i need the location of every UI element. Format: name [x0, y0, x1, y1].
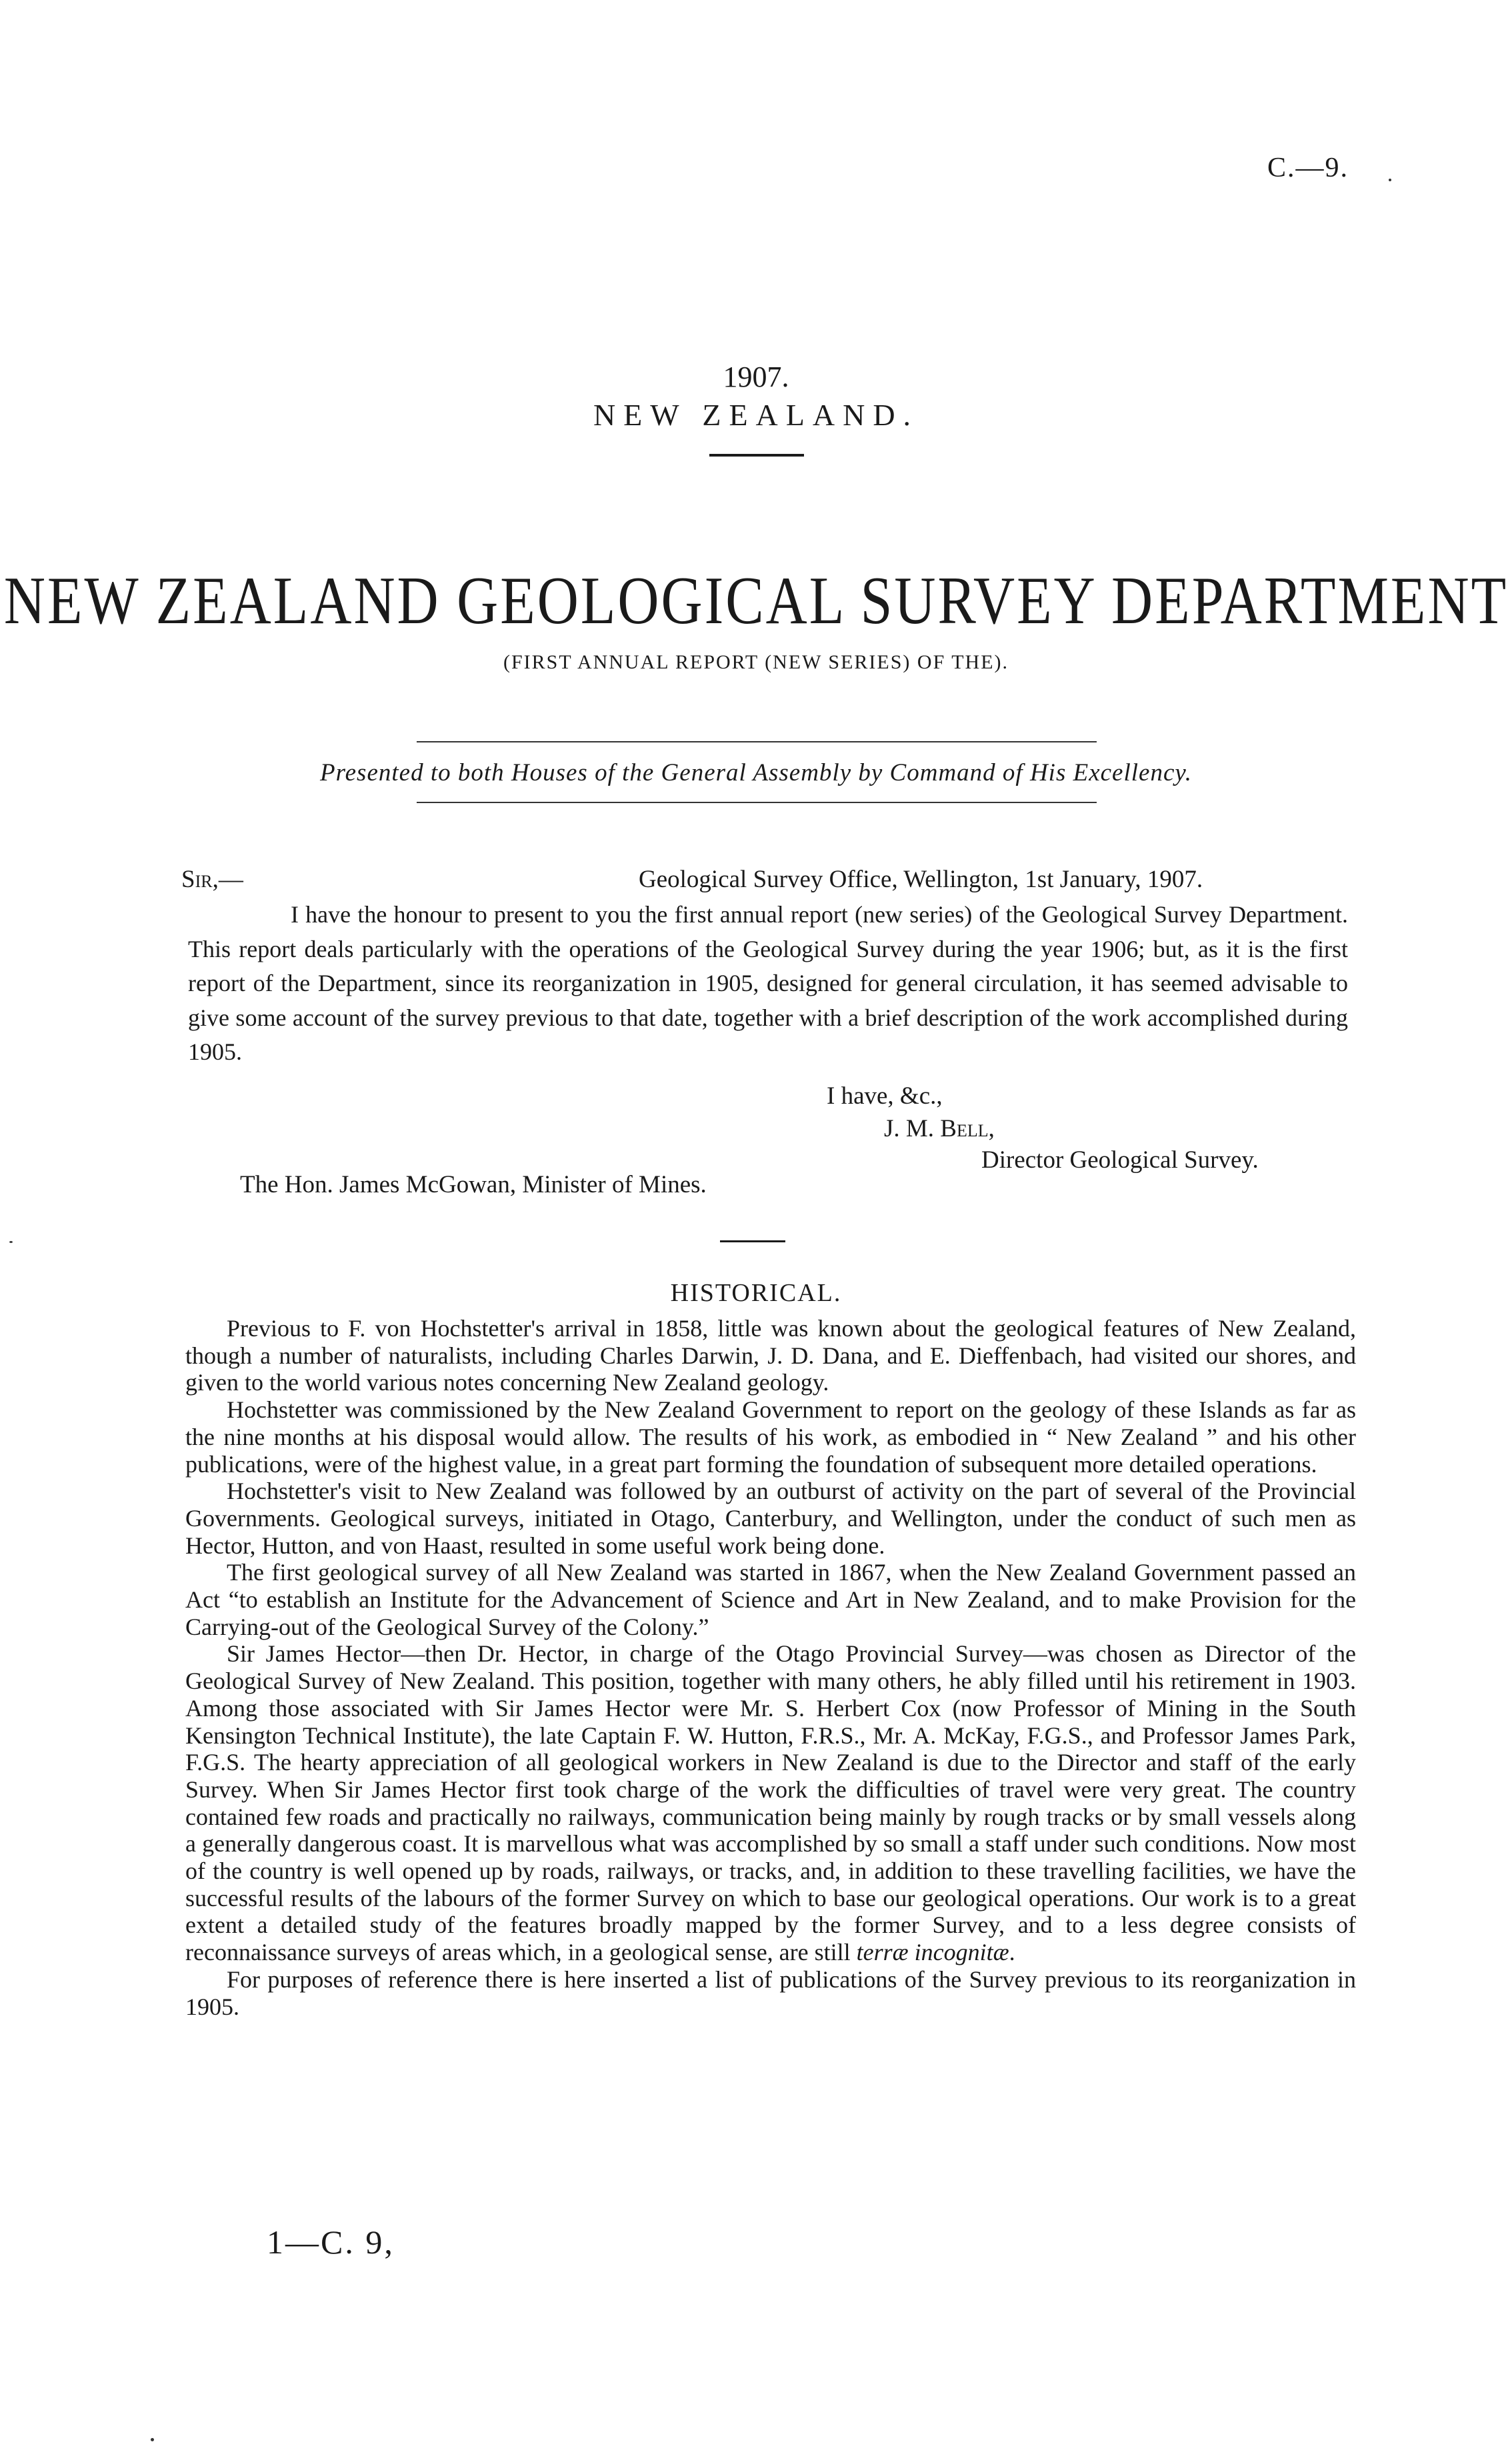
document-reference: C.—9. [1267, 153, 1349, 183]
paragraph: For purposes of reference there is here inserted a list of publications of the Survey previous to its reorganization in 1905. [185, 1965, 1356, 2020]
letter-addressee: The Hon. James McGowan, Minister of Mines. [240, 1171, 707, 1198]
paragraph: Sir James Hector—then Dr. Hector, in charge of the Otago Provincial Survey—was chosen as Director of the Geological Survey of New Zealand. This position, together with many others, he ably filled until his retirement in 1903. Among those associated with Sir James Hector were Mr. S. Herbert Cox (now Professor of Mining in the South Kensington Technical Institute), the late Captain F. W. Hutton, F.R.S., Mr. A. McKay, F.G.S., and Professor James Park, F.G.S. The hearty appreciation of all geological workers in New Zealand is due to the Director and staff of the early Survey. When Sir James Hector first took charge of the work the difficulties of travel were very great. The country contained few roads and practically no railways, communication being mainly by rough tracks or by small vessels along a generally dangerous coast. It is marvellous what was accomplished by so small a staff under such conditions. Now most of the country is well opened up by roads, railways, or tracks, and, in addition to these travelling facilities, we have the successful results of the labours of the former Survey on which to base our geological operations. Our work is to a great extent a detailed study of the features broadly mapped by the former Survey, and to a less degree consists of reconnaissance surveys of areas which, in a geological sense, are still terræ incognitæ. [185, 1640, 1356, 1966]
paragraph: The first geological survey of all New Zealand was started in 1867, when the New Zealand Government passed an Act “to establish an Institute for the Advancement of Science and Art in New Zealand, and to make Provision for the Carrying-out of the Geological Survey of the Colony.” [185, 1559, 1356, 1640]
paragraph: Previous to F. von Hochstetter's arrival in 1858, little was known about the geological features of New Zealand, though a number of naturalists, including Charles Darwin, J. D. Dana, and E. Dieffenbach, had visited our shores, and given to the world various notes concerning New Zealand geology. [185, 1315, 1356, 1396]
divider-rule [720, 1240, 785, 1242]
divider-rule [417, 802, 1097, 803]
letter-closing: I have, &c., [827, 1082, 943, 1110]
letter-body [188, 898, 1348, 1070]
letter-place-date: Geological Survey Office, Wellington, 1st January, 1907. [639, 866, 1203, 893]
page-subtitle: (FIRST ANNUAL REPORT (NEW SERIES) OF THE). [503, 651, 1009, 673]
divider-rule [417, 741, 1097, 742]
letter-salutation: Sir,— [181, 866, 243, 893]
scan-speck [9, 1241, 13, 1243]
signer-title: Director Geological Survey. [981, 1146, 1259, 1174]
latin-phrase: terræ incognitæ [856, 1939, 1009, 1966]
country-heading: NEW ZEALAND. [593, 398, 919, 432]
historical-section [185, 1315, 1356, 2020]
paragraph: Hochstetter's visit to New Zealand was followed by an outburst of activity on the part of several of the Provincial Governments. Geological surveys, initiated in Otago, Canterbury, and Wellington, under the conduct of such men as Hector, Hutton, and von Haast, resulted in some useful work being done. [185, 1478, 1356, 1559]
scan-speck [1389, 179, 1391, 181]
section-heading: HISTORICAL. [670, 1279, 842, 1307]
report-year: 1907. [723, 361, 789, 393]
paragraph: Hochstetter was commissioned by the New Zealand Government to report on the geology of these Islands as far as the nine months at his disposal would allow. The results of his work, as embodied in “ New Zealand ” and his other publications, were of the highest value, in a great part forming the foundation of subsequent more detailed operations. [185, 1396, 1356, 1478]
page-title: NEW ZEALAND GEOLOGICAL SURVEY DEPARTMENT [3, 563, 1509, 638]
scan-speck [151, 2438, 154, 2441]
divider-rule [709, 454, 804, 457]
letter-signature: J. M. Bell, [884, 1115, 995, 1142]
letter-paragraph: I have the honour to present to you the first annual report (new series) of the Geological Survey Department. This report deals particularly with the operations of the Geological Survey during the year 1906; but, as it is the first report of the Department, since its reorganization in 1905, designed for general circulation, it has seemed advisable to give some account of the survey previous to that date, together with a brief description of the work accomplished during 1905. [188, 901, 1348, 1065]
presentation-note: Presented to both Houses of the General Assembly by Command of His Excellency. [320, 759, 1192, 786]
page-signature: 1—C. 9, [267, 2223, 395, 2261]
